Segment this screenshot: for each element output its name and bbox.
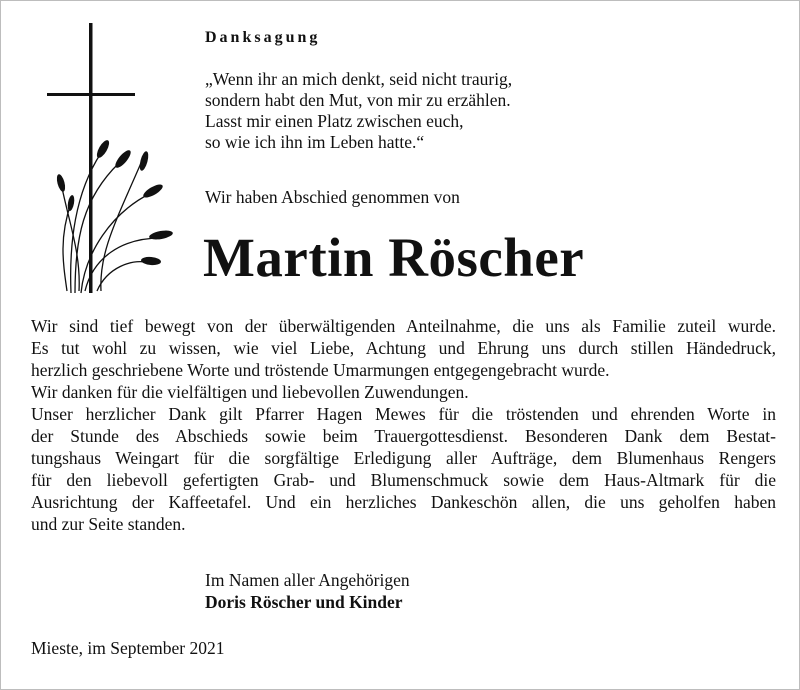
body-line: der Stunde des Abschieds sowie beim Trauergottesdienst. Besonderen Dank dem Bestat- (31, 426, 776, 446)
signoff-line: Im Namen aller Angehörigen (205, 570, 410, 590)
cross-with-grain-icon (41, 23, 181, 303)
farewell-intro: Wir haben Abschied genommen von (205, 187, 460, 207)
body-line: Wir sind tief bewegt von der überwältigenden Anteilnahme, die uns als Familie zuteil wurde. (31, 316, 776, 336)
deceased-name: Martin Röscher (203, 227, 585, 288)
memorial-quote (205, 69, 512, 153)
body-line: und zur Seite standen. (31, 514, 186, 534)
signature: Doris Röscher und Kinder (205, 592, 403, 612)
body-line: Es tut wohl zu wissen, wie viel Liebe, Achtung und Ehrung uns durch stillen Händedruck, (31, 338, 776, 358)
thanks-text (31, 315, 776, 535)
body-line: Unser herzlicher Dank gilt Pfarrer Hagen Mewes für die tröstenden und ehrenden Worte in (31, 404, 776, 424)
body-line: herzlich geschriebene Worte und tröstende Umarmungen entgegengebracht wurde. (31, 360, 610, 380)
body-line: Wir danken für die vielfältigen und liebevollen Zuwendungen. (31, 382, 469, 402)
signoff (205, 569, 410, 613)
notice-heading: Danksagung (205, 29, 321, 46)
place-date: Mieste, im September 2021 (31, 638, 225, 658)
quote-line: Lasst mir einen Platz zwischen euch, (205, 111, 464, 131)
quote-line: „Wenn ihr an mich denkt, seid nicht traurig, (205, 69, 513, 89)
body-line: Ausrichtung der Kaffeetafel. Und ein herzliches Dankeschön allen, die uns geholfen haben (31, 492, 776, 512)
quote-line: so wie ich ihn im Leben hatte.“ (205, 132, 425, 152)
body-line: tungshaus Weingart für die sorgfältige Erledigung aller Aufträge, dem Blumenhaus Rengers (31, 448, 776, 468)
quote-line: sondern habt den Mut, von mir zu erzählen. (205, 90, 511, 110)
body-line: für den liebevoll gefertigten Grab- und Blumenschmuck sowie dem Haus-Altmark für die (31, 470, 776, 490)
